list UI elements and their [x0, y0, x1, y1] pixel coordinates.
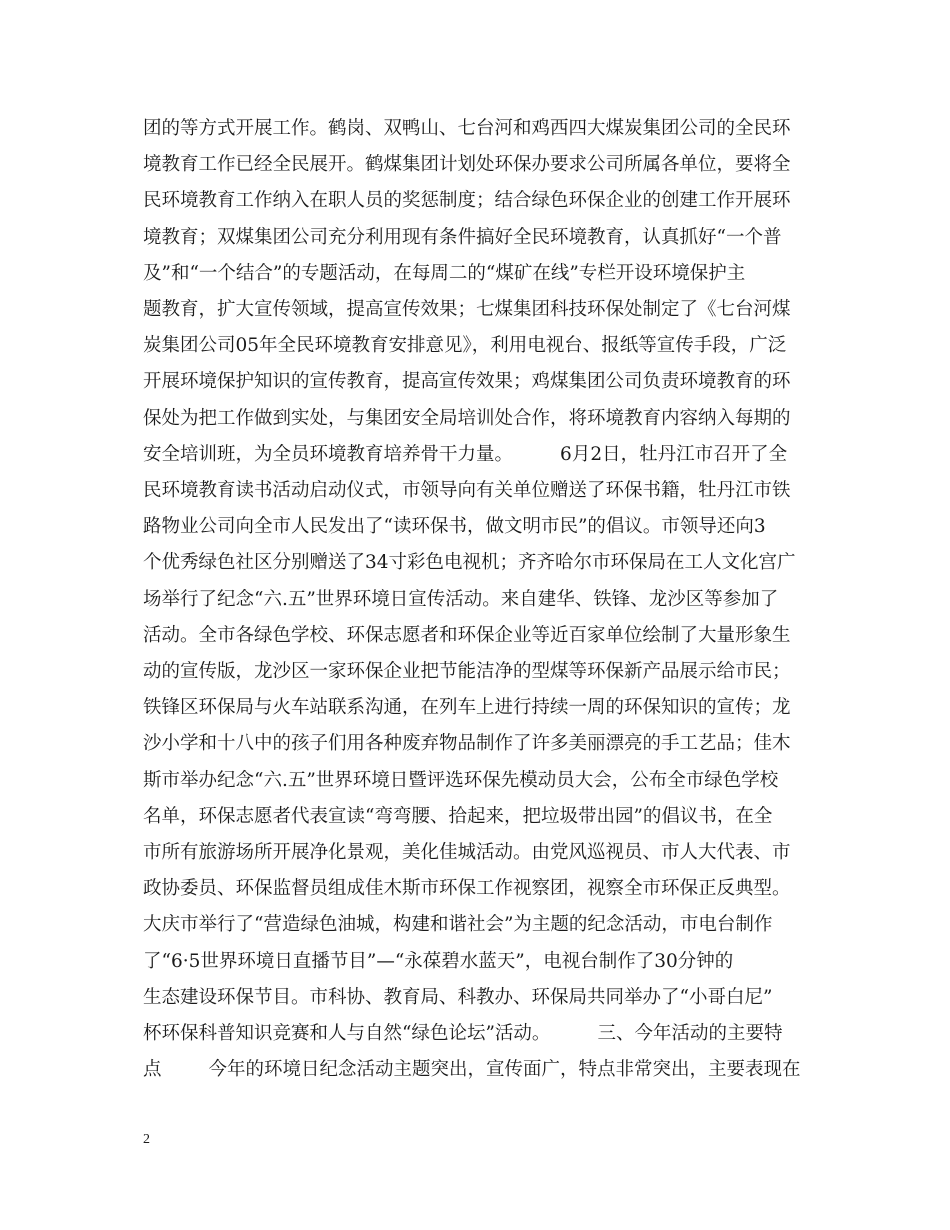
page-number: 2	[143, 1132, 150, 1147]
text-line: 名单，环保志愿者代表宣读“弯弯腰、拾起来，把垃圾带出园”的倡议书，在全	[143, 805, 773, 827]
text-line: 市所有旅游场所开展净化景观，美化佳城活动。由党风巡视员、市人大代表、市	[143, 842, 791, 863]
text-line: 了“6·5世界环境日直播节目”—“永葆碧水蓝天”，电视台制作了30分钟的	[143, 950, 734, 972]
text-line: 铁锋区环保局与火车站联系沟通，在列车上进行持续一周的环保知识的宣传；龙	[143, 697, 791, 719]
text-line: 民环境教育读书活动启动仪式，市领导向有关单位赠送了环保书籍，牡丹江市铁	[143, 480, 791, 501]
text-line: 沙小学和十八中的孩子们用各种废弃物品制作了许多美丽漂亮的手工艺品；佳木	[143, 733, 791, 755]
text-line: 题教育，扩大宣传领域，提高宣传效果；七煤集团科技环保处制定了《七台河煤	[143, 299, 791, 320]
text-line: 开展环境保护知识的宣传教育，提高宣传效果；鸡煤集团公司负责环境教育的环	[143, 371, 791, 393]
text-line: 场举行了纪念“六.五”世界环境日宣传活动。来自建华、铁锋、龙沙区等参加了	[143, 588, 779, 610]
text-line: 安全培训班，为全员环境教育培养骨干力量。 6月2日，牡丹江市召开了全	[143, 443, 788, 465]
text-line: 生态建设环保节目。市科协、教育局、科教办、环保局共同举办了“小哥白尼”	[143, 986, 773, 1008]
text-line: 斯市举办纪念“六.五”世界环境日暨评选环保先模动员大会，公布全市绿色学校	[143, 769, 779, 791]
text-line: 民环境教育工作纳入在职人员的奖惩制度；结合绿色环保企业的创建工作开展环	[143, 190, 791, 212]
text-line: 大庆市举行了“营造绿色油城，构建和谐社会”为主题的纪念活动，市电台制作	[143, 914, 773, 936]
text-line: 及”和“一个结合”的专题活动，在每周二的“煤矿在线”专栏开设环境保护主	[143, 262, 746, 284]
text-line: 路物业公司向全市人民发出了“读环保书，做文明市民”的倡议。市领导还向3	[143, 516, 766, 538]
text-line: 境教育工作已经全民展开。鹤煤集团计划处环保办要求公司所属各单位，要将全	[143, 154, 791, 176]
text-line: 炭集团公司05年全民环境教育安排意见》，利用电视台、报纸等宣传手段，广泛	[143, 335, 787, 357]
text-line: 政协委员、环保监督员组成佳木斯市环保工作视察团，视察全市环保正反典型。	[143, 878, 791, 900]
text-line: 活动。全市各绿色学校、环保志愿者和环保企业等近百家单位绘制了大量形象生	[143, 624, 791, 646]
text-line: 个优秀绿色社区分别赠送了34寸彩色电视机；齐齐哈尔市环保局在工人文化宫广	[143, 552, 796, 574]
text-line: 杯环保科普知识竞赛和人与自然“绿色论坛”活动。 三、今年活动的主要特	[143, 1023, 783, 1044]
text-line: 点 今年的环境日纪念活动主题突出，宣传面广，特点非常突出，主要表现在	[143, 1059, 801, 1081]
text-line: 境教育；双煤集团公司充分利用现有条件搞好全民环境教育，认真抓好“一个普	[143, 226, 782, 248]
text-line: 动的宣传版，龙沙区一家环保企业把节能洁净的型煤等环保新产品展示给市民；	[143, 661, 791, 682]
text-line: 团的等方式开展工作。鹤岗、双鸭山、七台河和鸡西四大煤炭集团公司的全民环	[143, 118, 791, 139]
text-line: 保处为把工作做到实处，与集团安全局培训处合作，将环境教育内容纳入每期的	[143, 407, 791, 429]
